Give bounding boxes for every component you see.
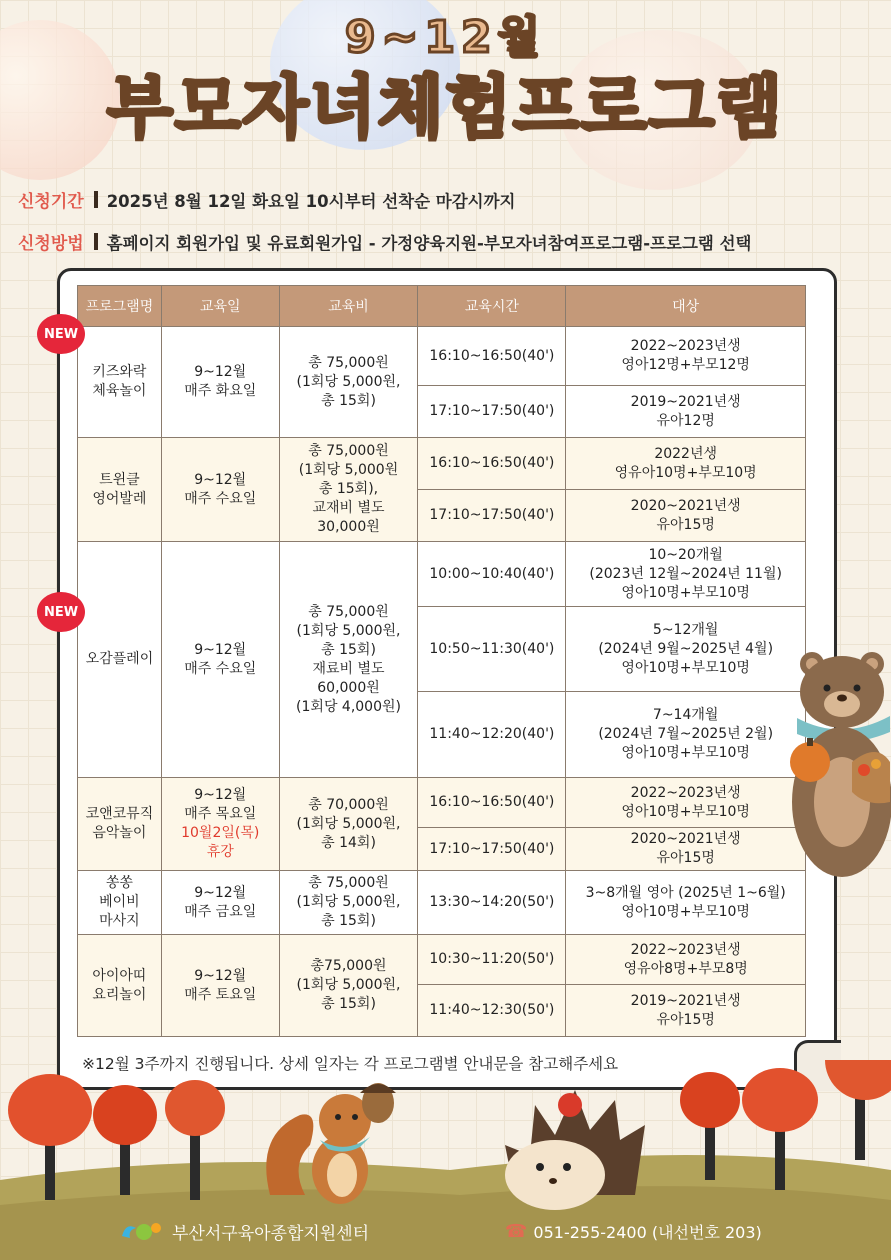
target-cell: 2020~2021년생 유아15명 [566,490,806,542]
footer-organization [118,1218,369,1244]
bear-illustration [782,652,891,882]
target-cell: 10~20개월 (2023년 12월~2024년 11월) 영아10명+부모10명 [566,542,806,607]
info-text: 홈페이지 회원가입 및 유료회원가입 - 가정양육지원-부모자녀참여프로그램-프로그램 선택 [106,233,752,253]
target-cell: 2022~2023년생 영아12명+부모12명 [566,327,806,386]
day-cell: 9~12월 매주 수요일 [161,542,279,778]
table-row [78,871,806,935]
target-cell: 2020~2021년생 유아15명 [566,828,806,871]
page-title [0,8,891,154]
target-cell: 5~12개월 (2024년 9월~2025년 4월) 영아10명+부모10명 [566,607,806,692]
target-cell: 2022~2023년생 영아10명+부모10명 [566,778,806,828]
col-header-program: 프로그램명 [78,286,162,327]
day-cell: 9~12월 매주 수요일 [161,438,279,542]
day-text: 9~12월 매주 목요일 [184,787,257,822]
time-cell: 16:10~16:50(40') [418,438,566,490]
fee-cell: 총 75,000원 (1회당 5,000원, 총 15회) [279,327,418,438]
time-cell: 17:10~17:50(40') [418,490,566,542]
target-cell: 2022년생 영유아10명+부모10명 [566,438,806,490]
footer-phone [505,1220,762,1243]
table-header-row [78,286,806,327]
day-cell: 9~12월 매주 화요일 [161,327,279,438]
table-row [78,438,806,490]
info-text: 2025년 8월 12일 화요일 10시부터 선착순 마감시까지 [106,191,516,211]
info-label: 신청방법 [18,234,84,254]
phone-icon: ☎ [505,1221,528,1242]
target-cell: 3~8개월 영아 (2025년 1~6월) 영아10명+부모10명 [566,871,806,935]
program-name-cell: 트윈클 영어발레 [78,438,162,542]
table-row [78,935,806,985]
hedgehog-illustration [495,1085,655,1215]
target-cell: 2022~2023년생 영유아8명+부모8명 [566,935,806,985]
holiday-note: 10월2일(목) 휴강 [181,825,260,860]
time-cell: 17:10~17:50(40') [418,386,566,438]
title-main: 부모자녀체험프로그램 [107,69,784,148]
program-name-cell: 코앤코뮤직 음악놀이 [78,778,162,871]
notice-label: ※12월 3주까지 진행됩니다. 상세 일자는 각 프로그램별 안내문을 참고해주세요 [82,1055,619,1073]
time-cell: 13:30~14:20(50') [418,871,566,935]
divider [94,233,98,250]
time-cell: 10:50~11:30(40') [418,607,566,692]
col-header-time: 교육시간 [418,286,566,327]
col-header-target: 대상 [566,286,806,327]
col-header-day: 교육일 [161,286,279,327]
info-application-period [18,187,515,212]
day-cell: 9~12월 매주 토요일 [161,935,279,1037]
target-cell: 2019~2021년생 유아15명 [566,985,806,1037]
title-month: 9~12월 [344,12,547,63]
time-cell: 17:10~17:50(40') [418,828,566,871]
time-cell: 10:00~10:40(40') [418,542,566,607]
program-name-cell: 쏭쏭 베이비 마사지 [78,871,162,935]
time-cell: 10:30~11:20(50') [418,935,566,985]
info-application-method [18,229,751,254]
center-logo-icon [118,1218,162,1244]
organization-name: 부산서구육아종합지원센터 [172,1223,370,1244]
day-cell [161,778,279,871]
table-row [78,542,806,607]
time-cell: 16:10~16:50(40') [418,778,566,828]
time-cell: 16:10~16:50(40') [418,327,566,386]
program-table [77,285,806,1037]
time-cell: 11:40~12:30(50') [418,985,566,1037]
target-cell: 2019~2021년생 유아12명 [566,386,806,438]
program-name-cell: 키즈와락 체육놀이 [78,327,162,438]
new-badge: NEW [37,314,85,354]
table-row [78,327,806,386]
day-cell: 9~12월 매주 금요일 [161,871,279,935]
squirrel-illustration [260,1075,410,1210]
phone-number: 051-255-2400 (내선번호 203) [533,1223,762,1242]
fee-cell: 총 75,000원 (1회당 5,000원, 총 15회) 재료비 별도 60,000원 (1회당 4,000원) [279,542,418,778]
divider [94,191,98,208]
time-cell: 11:40~12:20(40') [418,692,566,778]
fee-cell: 총 75,000원 (1회당 5,000원, 총 15회) [279,871,418,935]
table-row [78,778,806,828]
program-name-cell: 아이아띠 요리놀이 [78,935,162,1037]
fee-cell: 총75,000원 (1회당 5,000원, 총 15회) [279,935,418,1037]
info-label: 신청기간 [18,192,84,212]
col-header-fee: 교육비 [279,286,418,327]
program-name-cell: 오감플레이 [78,542,162,778]
target-cell: 7~14개월 (2024년 7월~2025년 2월) 영아10명+부모10명 [566,692,806,778]
new-badge: NEW [37,592,85,632]
fee-cell: 총 75,000원 (1회당 5,000원 총 15회), 교재비 별도 30,000원 [279,438,418,542]
fee-cell: 총 70,000원 (1회당 5,000원, 총 14회) [279,778,418,871]
